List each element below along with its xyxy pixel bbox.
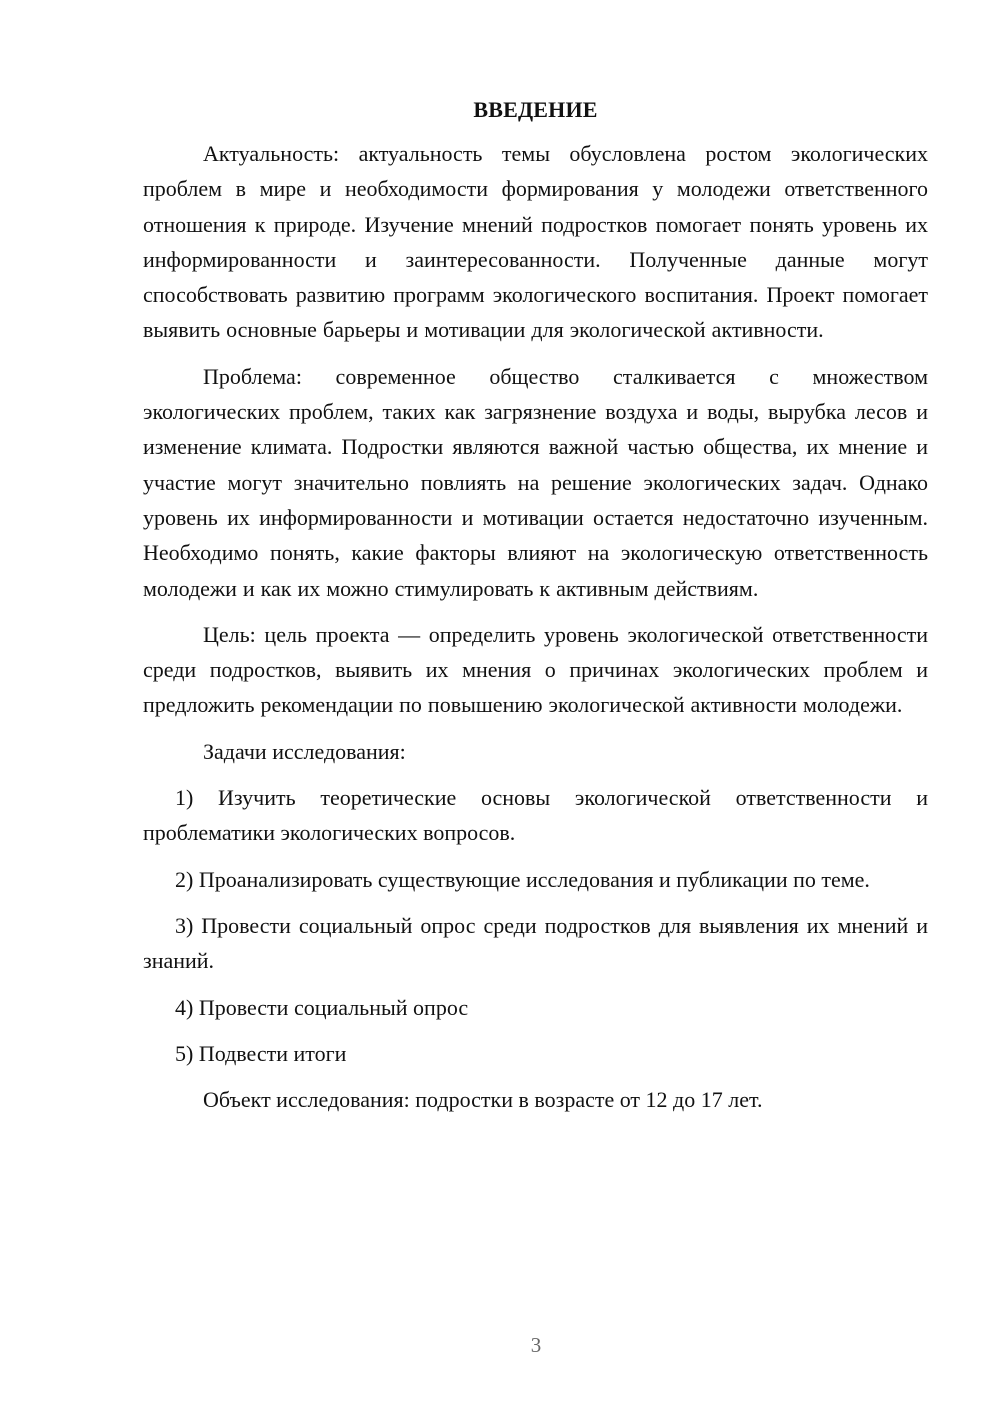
document-body [143,95,928,1117]
problem-paragraph: Проблема: современное общество сталкивается с множеством экологических проблем, таких как загрязнение воздуха и воды, вырубка лесов и изменение климата. Подростки являются важной частью общества, их мнение и участие могут значительно повлиять на решение экологических задач. Однако уровень их информированности и мотивации остается недостаточно изученным. Необходимо понять, какие факторы влияют на экологическую ответственность молодежи и как их можно стимулировать к активным действиям. [143,363,928,601]
task-item: 5) Подвести итоги [175,1040,347,1066]
goal-paragraph: Цель: цель проекта — определить уровень экологической ответственности среди подростков, выявить их мнения о причинах экологических проблем и предложить рекомендации по повышению экологической активности молодежи. [143,621,928,718]
task-item: 4) Провести социальный опрос [175,994,469,1020]
research-object: Объект исследования: подростки в возрасте от 12 до 17 лет. [203,1087,763,1113]
relevance-paragraph: Актуальность: актуальность темы обусловлена ростом экологических проблем в мире и необходимости формирования у молодежи ответственного отношения к природе. Изучение мнений подростков помогает понять уровень их информированности и заинтересованности. Полученные данные могут способствовать развитию программ экологического воспитания. Проект помогает выявить основные барьеры и мотивации для экологической активности. [143,141,928,343]
task-item: 1) Изучить теоретические основы экологической ответственности и проблематики экологических вопросов. [143,785,928,846]
task-item: 2) Проанализировать существующие исследования и публикации по теме. [175,866,870,892]
section-heading: ВВЕДЕНИЕ [473,97,598,122]
tasks-heading: Задачи исследования: [203,738,406,764]
page-number: 3 [530,1333,542,1357]
task-item: 3) Провести социальный опрос среди подростков для выявления их мнений и знаний. [143,912,928,974]
